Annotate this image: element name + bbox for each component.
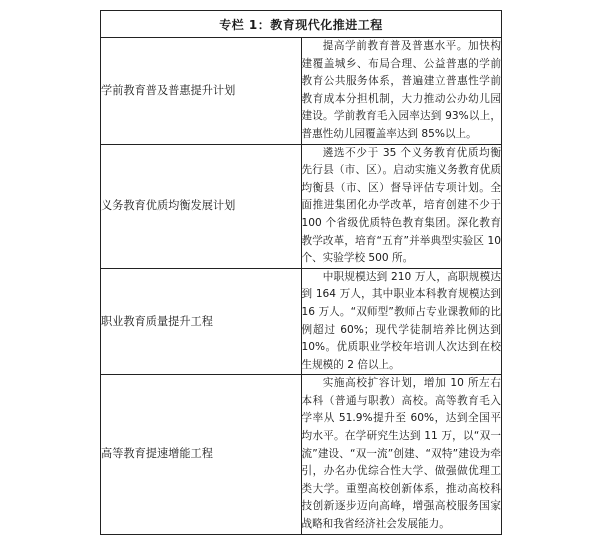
row-content: 中职规模达到 210 万人，高职规模达到 164 万人，其中职业本科教育规模达到 16 万人。“双师型”教师占专业课教师的比例超过 60%；现代学徒制培养比例达到 10%。优质职业学校年培训人次达到在校生规模的 2 倍以上。 (301, 268, 502, 375)
box-title: 专栏 1：教育现代化推进工程 (101, 11, 502, 38)
row-content: 遴选不少于 35 个义务教育优质均衡先行县（市、区）。启动实施义务教育优质均衡县（市、区）督导评估专项计划。全面推进集团化办学改革，培育创建不少于 100 个省级优质特色教育集团。深化教育教学改革，培育“五育”并举典型实验区 10 个、实验学校 500 所。 (301, 144, 502, 268)
row-label: 学前教育普及普惠提升计划 (101, 38, 302, 145)
table-row (101, 38, 502, 145)
row-content: 实施高校扩容计划，增加 10 所左右本科（普通与职教）高校。高等教育毛入学率从 51.9%提升至 60%，达到全国平均水平。在学研究生达到 11 万，以“双一流”建设、“双一流”创建、“双特”建设为牵引，办名办优综合性大学、做强做优理工类大学。重塑高校创新体系，推动高校科技创新逐步迈向高峰，增强高校服务国家战略和我省经济社会发展能力。 (301, 375, 502, 534)
table-row (101, 144, 502, 268)
row-label: 职业教育质量提升工程 (101, 268, 302, 375)
row-label: 义务教育优质均衡发展计划 (101, 144, 302, 268)
title-row (101, 11, 502, 38)
program-box-table (100, 10, 502, 535)
row-label: 高等教育提速增能工程 (101, 375, 302, 534)
table-row (101, 268, 502, 375)
row-content: 提高学前教育普及普惠水平。加快构建覆盖城乡、布局合理、公益普惠的学前教育公共服务体系，普遍建立普惠性学前教育成本分担机制，大力推动公办幼儿园建设。学前教育毛入园率达到 93%以上，普惠性幼儿园覆盖率达到 85%以上。 (301, 38, 502, 145)
table-row (101, 375, 502, 534)
